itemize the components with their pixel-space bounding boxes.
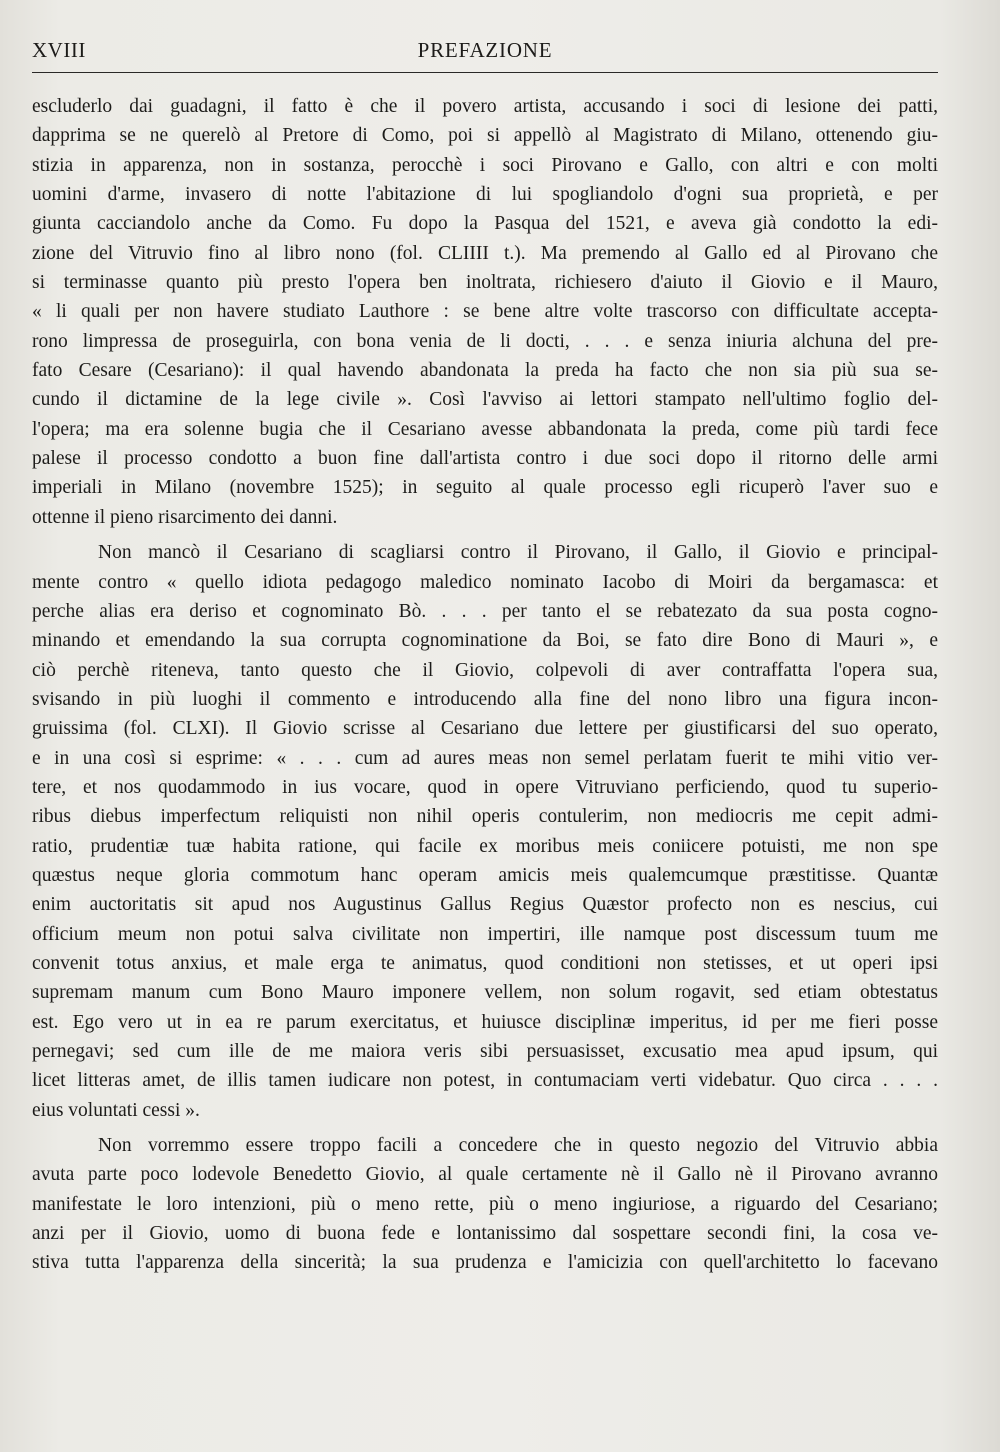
- text-line: cundo il dictamine de la lege civile ». Così l'avviso ai lettori stampato nell'ultimo foglio del-: [32, 389, 938, 411]
- text-line: minando et emendando la sua corrupta cognominatione da Boi, se fato dire Bono di Mauri », e: [32, 630, 938, 652]
- text-line: eius voluntati cessi ».: [32, 1099, 200, 1121]
- text-line: officium meum non potui salva civilitate non impertiri, ille namque post discessum tuum me: [32, 923, 938, 945]
- text-line: zione del Vitruvio fino al libro nono (fol. CLIIII t.). Ma premendo al Gallo ed al Pirovano che: [32, 242, 938, 264]
- text-line: manifestate le loro intenzioni, più o meno rette, più o meno ingiuriose, a riguardo del Cesariano;: [32, 1193, 938, 1215]
- body-text: [32, 92, 938, 1278]
- text-line: « li quali per non havere studiato Lauthore : se bene altre volte trascorso con difficultate accepta-: [32, 301, 938, 323]
- text-line: licet litteras amet, de illis tamen iudicare non potest, in contumaciam verti videbatur. Quo circa . . . .: [32, 1070, 938, 1092]
- text-line: pernegavi; sed cum ille de me maiora veris sibi persuasisset, excusatio mea apud ipsum, qui: [32, 1041, 938, 1062]
- text-line: enim auctoritatis sit apud nos Augustinus Gallus Regius Quæstor profecto non es nescius, cui: [32, 894, 938, 916]
- text-line: ribus diebus imperfectum reliquisti non nihil operis contulerim, non mediocris me cepit admi-: [32, 806, 938, 828]
- text-line: stizia in apparenza, non in sostanza, perocchè i soci Pirovano e Gallo, con altri e con molti: [32, 154, 938, 176]
- text-line: imperiali in Milano (novembre 1525); in seguito al quale processo egli ricuperò l'aver suo e: [32, 477, 938, 499]
- text-line: svisando in più luoghi il commento e introducendo alla fine del nono libro una figura incon-: [32, 688, 938, 710]
- text-line: quæstus neque gloria commotum hanc operam amicis meis qualemcumque præstitisse. Quantæ: [32, 864, 938, 886]
- paragraph: [32, 1131, 938, 1278]
- text-line: ottenne il pieno risarcimento dei danni.: [32, 506, 338, 528]
- text-line: mente contro « quello idiota pedagogo maledico nominato Iacobo di Moiri da bergamasca: et: [32, 571, 938, 593]
- text-line: avuta parte poco lodevole Benedetto Giovio, al quale certamente nè il Gallo nè il Pirovano avranno: [32, 1164, 938, 1186]
- text-line: uomini d'arme, invasero di notte l'abitazione di lui spogliandolo d'ogni sua proprietà, e per: [32, 184, 938, 206]
- text-line: giunta cacciandolo anche da Como. Fu dopo la Pasqua del 1521, e aveva già condotto la edi-: [32, 213, 938, 235]
- text-line: stiva tutta l'apparenza della sincerità; la sua prudenza e l'amicizia con quell'architetto lo facevano: [32, 1252, 938, 1274]
- text-line: escluderlo dai guadagni, il fatto è che il povero artista, accusando i soci di lesione dei patti,: [32, 96, 938, 117]
- running-title: PREFAZIONE: [417, 38, 553, 62]
- text-line: dapprima se ne querelò al Pretore di Como, poi si appellò al Magistrato di Milano, ottenendo giu-: [32, 125, 938, 147]
- text-line: Non mancò il Cesariano di scagliarsi contro il Pirovano, il Gallo, il Giovio e principal-: [98, 542, 938, 564]
- text-line: supremam manum cum Bono Mauro imponere vellem, non solum rogavit, sed etiam obtestatus: [32, 982, 938, 1004]
- header-rule: [32, 72, 938, 73]
- text-line: ratio, prudentiæ tuæ habita ratione, qui facile ex moribus meis coniicere potuisti, me non spe: [32, 835, 938, 857]
- text-line: l'opera; ma era solenne bugia che il Cesariano avesse abbandonata la preda, come più tardi fece: [32, 418, 938, 440]
- text-line: palese il processo condotto a buon fine dall'artista contro i due soci dopo il ritorno delle armi: [32, 448, 938, 470]
- text-line: tere, et nos quodammodo in ius vocare, quod in opere Vitruviano perficiendo, quod tu superio-: [32, 776, 938, 798]
- page-header: [32, 38, 938, 72]
- text-line: anzi per il Giovio, uomo di buona fede e lontanissimo dal sospettare secondi fini, la cosa ve-: [32, 1223, 938, 1245]
- text-line: ciò perchè riteneva, tanto questo che il Giovio, colpevoli di aver contraffatta l'opera sua,: [32, 659, 938, 681]
- text-line: gruissima (fol. CLXI). Il Giovio scrisse al Cesariano due lettere per giustificarsi del suo operato,: [32, 718, 938, 740]
- text-line: Non vorremmo essere troppo facili a concedere che in questo negozio del Vitruvio abbia: [98, 1135, 938, 1157]
- text-line: e in una così si esprime: « . . . cum ad aures meas non semel perlatam fuerit te mihi vitio ver-: [32, 747, 938, 769]
- paragraph: [32, 92, 938, 532]
- page-number: XVIII: [32, 38, 86, 62]
- text-line: fato Cesare (Cesariano): il qual havendo abandonata la preda ha facto che non sia più sua se-: [32, 360, 938, 382]
- text-line: si terminasse quanto più presto l'opera ben inoltrata, richiesero d'aiuto il Giovio e il Mauro,: [32, 272, 938, 294]
- text-line: convenit totus anxius, et male erga te animatus, quod conditioni non stetisses, et ut operi ipsi: [32, 952, 938, 974]
- text-line: perche alias era deriso et cognominato Bò. . . . per tanto el se rebatezato da sua posta cogno-: [32, 600, 938, 622]
- text-line: est. Ego vero ut in ea re parum exercitatus, et huiusce disciplinæ imperitus, id per me fieri posse: [32, 1011, 938, 1033]
- text-line: rono limpressa de proseguirla, con bona venia de li docti, . . . e senza iniuria alchuna del pre-: [32, 330, 938, 352]
- paragraph: [32, 538, 938, 1125]
